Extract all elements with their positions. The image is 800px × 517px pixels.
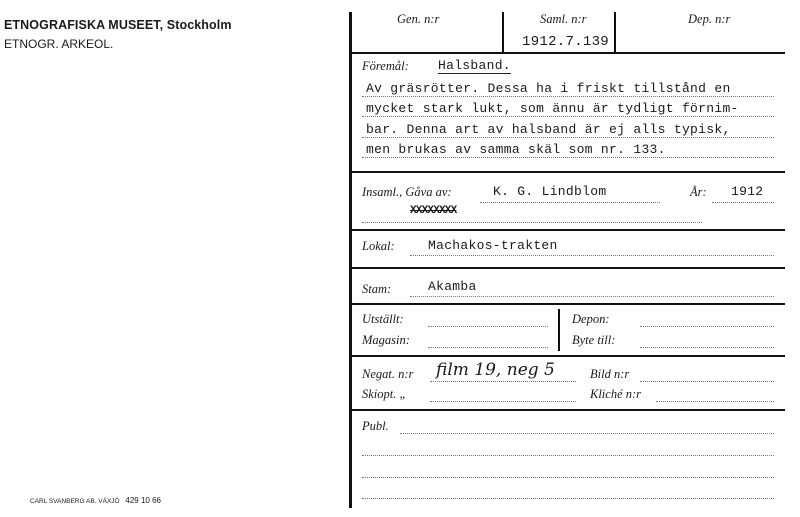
skiopt-dotline	[430, 401, 576, 402]
publ-dotline-1	[400, 433, 774, 434]
saml-label: Saml. n:r	[540, 12, 587, 26]
foremal-dotline-4	[362, 157, 774, 158]
foremal-name: Halsband.	[438, 58, 511, 73]
rule-storage	[351, 355, 785, 357]
foremal-label: Föremål:	[362, 59, 409, 73]
foremal-line-4: men brukas av samma skäl som nr. 133.	[366, 142, 666, 157]
card-left-rule	[349, 12, 352, 508]
rule-insaml	[351, 229, 785, 231]
foremal-dotline-3	[362, 137, 774, 138]
header-divider-2	[614, 12, 616, 52]
museum-title: ETNOGRAFISKA MUSEET,	[4, 18, 164, 32]
negat-label: Negat. n:r	[362, 367, 414, 381]
negat-dotline	[430, 381, 576, 382]
saml-value: 1912.7.139	[522, 34, 610, 50]
year-dotline	[712, 202, 774, 203]
foremal-line-1: Av gräsrötter. Dessa ha i friskt tillstånd en	[366, 81, 731, 96]
year-value: 1912	[731, 184, 764, 199]
publ-dotline-2	[362, 455, 774, 456]
stam-dotline	[410, 296, 774, 297]
museum-name	[4, 18, 232, 32]
foremal-dotline-2	[362, 116, 774, 117]
museum-city: Stockholm	[166, 18, 232, 32]
publ-dotline-4	[362, 498, 774, 499]
stam-value: Akamba	[428, 279, 477, 294]
publ-dotline-3	[362, 477, 774, 478]
lokal-dotline	[410, 255, 774, 256]
depon-dotline	[640, 326, 774, 327]
insaml-label: Insaml., Gåva av:	[362, 185, 452, 199]
handwritten-film-neg: film 19, neg 5	[436, 360, 555, 380]
header-divider-1	[502, 12, 504, 52]
foremal-dotline-1	[362, 96, 774, 97]
storage-divider	[558, 309, 560, 351]
gen-label: Gen. n:r	[397, 12, 440, 26]
magasin-label: Magasin:	[362, 333, 410, 347]
rule-header	[351, 52, 785, 54]
kliche-dotline	[656, 401, 774, 402]
byte-label: Byte till:	[572, 333, 616, 347]
utstallt-label: Utställt:	[362, 312, 404, 326]
rule-foremal	[351, 171, 785, 173]
magasin-dotline	[428, 347, 548, 348]
byte-dotline	[640, 347, 774, 348]
bild-label: Bild n:r	[590, 367, 630, 381]
printer-name: CARL SVANBERG AB. VÄXJÖ	[30, 498, 120, 505]
utstallt-dotline	[428, 326, 548, 327]
lokal-label: Lokal:	[362, 239, 395, 253]
printer-imprint	[30, 496, 161, 505]
foremal-line-3: bar. Denna art av halsband är ej alls typisk,	[366, 122, 731, 137]
stam-label: Stam:	[362, 282, 392, 296]
kliche-label: Kliché n:r	[590, 387, 642, 401]
department: ETNOGR. ARKEOL.	[4, 37, 114, 51]
dep-label: Dep. n:r	[688, 12, 731, 26]
insaml-dotline-2	[362, 222, 702, 223]
rule-lokal	[351, 267, 785, 269]
depon-label: Depon:	[572, 312, 610, 326]
rule-stam	[351, 303, 785, 305]
skiopt-label: Skiopt. „	[362, 387, 407, 401]
bild-dotline	[640, 381, 774, 382]
print-number: 429 10 66	[125, 496, 161, 505]
foremal-line-2: mycket stark lukt, som ännu är tydligt förnim-	[366, 101, 739, 116]
year-label: År:	[690, 185, 707, 199]
rule-negat	[351, 409, 785, 411]
lokal-value: Machakos-trakten	[428, 238, 558, 253]
insaml-dotline	[480, 202, 660, 203]
struck-text: XXXXXXXX	[410, 205, 457, 217]
publ-label: Publ.	[362, 419, 389, 433]
insaml-value: K. G. Lindblom	[493, 184, 607, 199]
